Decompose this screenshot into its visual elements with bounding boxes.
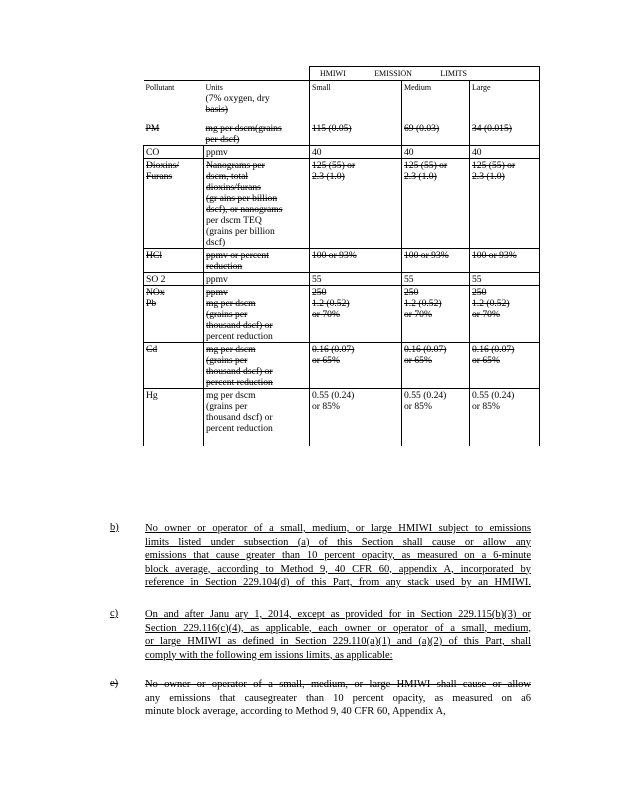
pollutant-so2: SO 2 xyxy=(146,274,166,285)
table-row xyxy=(144,159,540,249)
pollutant-pb: Pb xyxy=(146,298,157,309)
limit-large: 34 (0.015) xyxy=(472,123,512,134)
paragraph-c-label: c) xyxy=(110,608,119,619)
paragraph-line: No owner or operator of a small, medium, or large HMIWI subject to emissions xyxy=(145,523,531,534)
limit-small: 100 or 93% xyxy=(312,250,357,261)
units-line: mg per dscm xyxy=(206,298,256,309)
limit-medium: 125 (55) or xyxy=(404,160,448,171)
limit-medium: 0.55 (0.24) xyxy=(404,390,447,401)
limit-large: 1.2 (0.52) xyxy=(472,298,510,309)
table-row xyxy=(144,286,540,343)
table-title xyxy=(310,67,540,81)
units-line: ppmv xyxy=(206,274,228,285)
units-line: Nanograms per xyxy=(206,160,265,171)
header-units-line: (7% oxygen, dry xyxy=(205,93,270,104)
header-large: Large xyxy=(470,81,540,123)
limit-medium: 0.16 (0.07) xyxy=(404,344,447,355)
units-line: thousand dscf) or xyxy=(206,320,273,331)
limit-medium: 55 xyxy=(404,274,414,285)
limit-small: 0.55 (0.24) xyxy=(312,390,355,401)
limit-small: 2.3 (1.0) xyxy=(312,171,345,182)
units-line: (grains per billion xyxy=(206,226,275,237)
paragraph-line: reference in Section 229.104(d) of this Part, from any stack used by an HMIWI. xyxy=(145,577,531,588)
pollutant-nox: NOx xyxy=(146,287,165,298)
pollutant-dioxins: Dioxins/ xyxy=(146,160,180,171)
emission-limits-table xyxy=(143,66,540,446)
units-line: mg per dscm(grains xyxy=(205,123,282,134)
limit-medium: or 70% xyxy=(404,309,432,320)
limit-medium: 2.3 (1.0) xyxy=(404,171,437,182)
limit-medium: or 65% xyxy=(404,355,432,366)
units-line: thousand dscf) or xyxy=(206,412,273,423)
table-header-row xyxy=(144,81,540,123)
units-line: per dscm TEQ xyxy=(206,215,262,226)
limit-large: 125 (55) or xyxy=(472,160,516,171)
limit-small: or 70% xyxy=(312,309,340,320)
limit-small: 1.2 (0.52) xyxy=(312,298,350,309)
units-line: (grains per xyxy=(206,401,248,412)
limit-small: 0.16 (0.07) xyxy=(312,344,355,355)
limit-medium: 1.2 (0.52) xyxy=(404,298,442,309)
units-line: ppmv or percent xyxy=(206,250,269,261)
units-line: dscf), or nanograms xyxy=(206,204,283,215)
limit-small: 115 (0.05) xyxy=(312,123,352,134)
table-row xyxy=(144,122,540,146)
limit-large: or 85% xyxy=(472,401,500,412)
pollutant-cd: Cd xyxy=(146,344,158,355)
paragraph-c xyxy=(145,608,531,662)
table-row xyxy=(144,146,540,159)
units-line: mg per dscm xyxy=(206,344,256,355)
limit-small: 250 xyxy=(312,287,327,298)
limit-large: 55 xyxy=(472,274,482,285)
limit-large: or 70% xyxy=(472,309,500,320)
units-line: dioxins/furans xyxy=(206,182,261,193)
paragraph-line: limits listed under subsection (a) of this Section shall cause or allow any xyxy=(145,536,531,548)
pollutant-furans: Furans xyxy=(146,171,173,182)
limit-large: 2.3 (1.0) xyxy=(472,171,505,182)
limit-large: 100 or 93% xyxy=(472,250,517,261)
limit-medium: 69 (0.03) xyxy=(404,123,440,134)
paragraph-e-label: e) xyxy=(110,678,119,689)
units-line: (grains per xyxy=(206,309,248,320)
limit-small: or 65% xyxy=(312,355,340,366)
units-line: percent reduction xyxy=(206,423,273,434)
units-line: per dscf) xyxy=(205,134,240,145)
units-line: dscm, total xyxy=(206,171,249,182)
limit-medium: 40 xyxy=(404,147,414,158)
header-small: Small xyxy=(310,81,402,123)
paragraph-line: any emissions that causegreater than 10 percent opacity, as measured on a6 xyxy=(145,692,531,704)
limit-large: 0.16 (0.07) xyxy=(472,344,515,355)
header-units xyxy=(204,81,310,123)
limit-small: 40 xyxy=(312,147,322,158)
paragraph-line: comply with the following em issions limits, as applicable: xyxy=(145,649,393,661)
header-pollutant: Pollutant xyxy=(144,81,204,123)
pollutant-co: CO xyxy=(146,147,160,158)
title-word-limits: LIMITS xyxy=(440,69,468,78)
limit-large: 40 xyxy=(472,147,482,158)
paragraph-line: or large HMIWI as defined in Section 229.110(a)(1) and (a)(2) of this Part, shall xyxy=(145,636,531,647)
limit-large: or 65% xyxy=(472,355,500,366)
paragraph-line: On and after Janu ary 1, 2014, except as provided for in Section 229.115(b)(3) or xyxy=(145,609,531,620)
pollutant-hg: Hg xyxy=(146,390,158,401)
paragraph-line: block average, according to Method 9, 40 CFR 60, appendix A, incorporated by xyxy=(145,563,531,575)
paragraph-line: emissions that cause greater than 10 percent opacity, as measured on a 6-minute xyxy=(145,550,531,561)
units-line: reduction xyxy=(206,261,243,272)
limit-large: 250 xyxy=(472,287,487,298)
pollutant-hcl: HCl xyxy=(146,250,162,261)
header-units-line: Units xyxy=(205,83,223,92)
paragraph-line: No owner or operator of a small, medium, or large HMIWI shall cause or allow xyxy=(145,679,531,690)
paragraph-b-label: b) xyxy=(110,522,119,533)
limit-large: 0.55 (0.24) xyxy=(472,390,515,401)
table-row xyxy=(144,343,540,389)
title-word-emission: EMISSION xyxy=(374,69,412,78)
table-row xyxy=(144,389,540,447)
limit-medium: or 85% xyxy=(404,401,432,412)
table-row xyxy=(144,273,540,286)
units-line: ppmv xyxy=(206,287,228,298)
paragraph-line: minute block average, according to Method 9, 40 CFR 60, Appendix A, xyxy=(145,706,446,717)
paragraph-line: Section 229.116(c)(4), as applicable, each owner or operator of a small, medium, xyxy=(145,622,531,634)
pollutant-pm: PM xyxy=(145,123,160,134)
limit-small: or 85% xyxy=(312,401,340,412)
limit-small: 55 xyxy=(312,274,322,285)
header-units-line: basis) xyxy=(205,104,228,115)
units-line: thousand dscf) or xyxy=(206,366,273,377)
units-line: dscf) xyxy=(206,237,226,248)
paragraph-e xyxy=(145,678,531,719)
limit-medium: 100 or 93% xyxy=(404,250,449,261)
units-line: mg per dscm xyxy=(206,390,256,401)
units-line: (gr ains per billion xyxy=(206,193,278,204)
limit-medium: 250 xyxy=(404,287,419,298)
units-line: (grains per xyxy=(206,355,248,366)
title-word-hmiwi: HMIWI xyxy=(320,69,346,78)
table-title-row xyxy=(144,67,540,81)
paragraph-b xyxy=(145,522,531,590)
units-line: ppmv xyxy=(206,147,228,158)
units-line: percent reduction xyxy=(206,377,273,388)
limit-small: 125 (55) or xyxy=(312,160,356,171)
units-line: percent reduction xyxy=(206,331,273,342)
header-medium: Medium xyxy=(402,81,470,123)
table-row xyxy=(144,249,540,273)
